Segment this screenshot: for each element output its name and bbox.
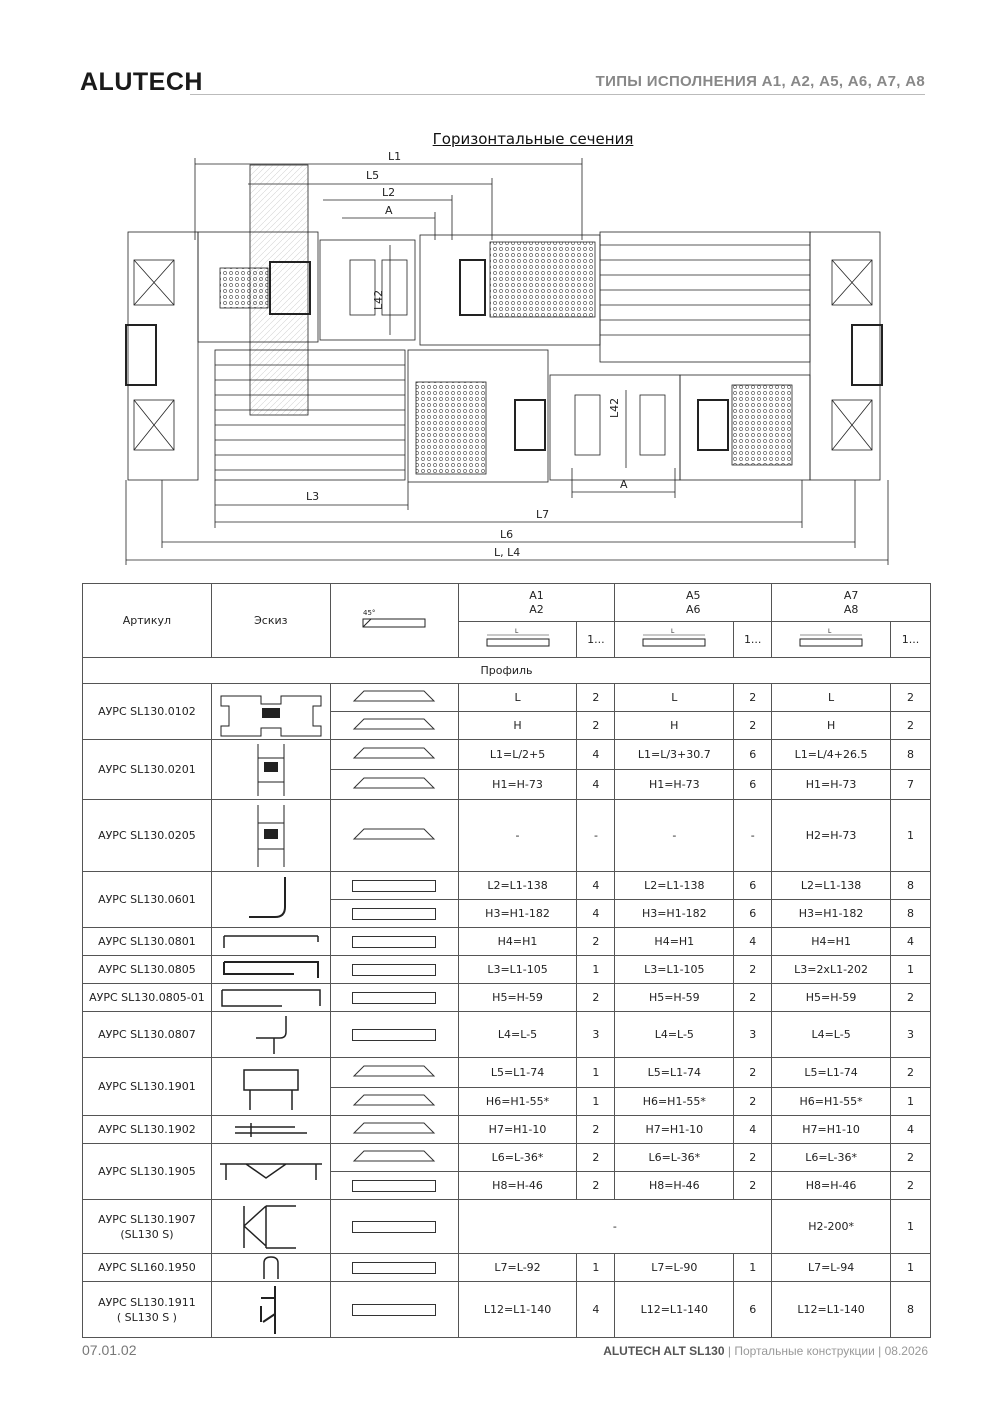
article-cell: АУРС SL130.1905 [83, 1144, 212, 1200]
dimension-cell: L5=L1-74 [458, 1058, 577, 1088]
quantity-cell: 4 [577, 1282, 615, 1338]
dimension-cell: L1=L/4+26.5 [772, 740, 891, 770]
dim-L-L4: L, L4 [494, 546, 521, 559]
table-row [83, 872, 931, 900]
svg-text:L: L [514, 628, 518, 635]
quantity-cell: 3 [577, 1012, 615, 1058]
dim-L3: L3 [306, 490, 320, 503]
dimension-cell: L2=L1-138 [458, 872, 577, 900]
article-cell: АУРС SL130.0801 [83, 928, 212, 956]
quantity-cell: 2 [891, 1172, 931, 1200]
footer-product: ALUTECH ALT SL130 | Портальные конструкции | 08.2026 [603, 1344, 928, 1358]
quantity-cell: 8 [891, 1282, 931, 1338]
quantity-cell: 1 [577, 1058, 615, 1088]
dimension-cell: H [458, 712, 577, 740]
quantity-cell: 2 [891, 712, 931, 740]
dimension-cell: L12=L1-140 [772, 1282, 891, 1338]
dimension-cell: L6=L-36* [458, 1144, 577, 1172]
article-cell: АУРС SL130.1902 [83, 1116, 212, 1144]
profile-sketch [211, 800, 330, 872]
dim-L42-right: L42 [608, 397, 621, 418]
quantity-cell: 2 [734, 712, 772, 740]
dimension-cell: - [458, 800, 577, 872]
quantity-cell: 1 [577, 956, 615, 984]
dimension-cell: L2=L1-138 [772, 872, 891, 900]
quantity-cell: 4 [577, 770, 615, 800]
quantity-cell: 2 [734, 1144, 772, 1172]
brand-logo: ALUTECH [80, 68, 203, 96]
quantity-cell: 2 [891, 1058, 931, 1088]
article-cell: АУРС SL130.1907 (SL130 S) [83, 1200, 212, 1254]
dimension-cell: H1=H-73 [772, 770, 891, 800]
dimension-cell: H3=H1-182 [458, 900, 577, 928]
profile-sketch [211, 1058, 330, 1116]
quantity-cell: 6 [734, 872, 772, 900]
cut-type-sketch [330, 1172, 458, 1200]
dimension-cell: H5=H-59 [772, 984, 891, 1012]
dimension-cell: H [615, 712, 734, 740]
dim-L5: L5 [366, 169, 380, 182]
quantity-cell: 1 [891, 1200, 931, 1254]
dimension-cell: H [772, 712, 891, 740]
dimension-cell: L3=L1-105 [615, 956, 734, 984]
dimension-cell: H6=H1-55* [458, 1088, 577, 1116]
cut-type-sketch [330, 1254, 458, 1282]
dimension-cell: H2=H-73 [772, 800, 891, 872]
page-number: 07.01.02 [82, 1342, 137, 1358]
dimension-cell: H7=H1-10 [772, 1116, 891, 1144]
col-article-header: Артикул [83, 584, 212, 658]
dimension-cell: L7=L-94 [772, 1254, 891, 1282]
quantity-cell: 7 [891, 770, 931, 800]
cut-type-sketch [330, 900, 458, 928]
quantity-cell: 2 [734, 1058, 772, 1088]
quantity-cell: 8 [891, 740, 931, 770]
cut-type-sketch [330, 800, 458, 872]
article-cell: АУРС SL130.1901 [83, 1058, 212, 1116]
dimension-cell: L3=L1-105 [458, 956, 577, 984]
quantity-cell: 2 [891, 1144, 931, 1172]
quantity-cell: 2 [891, 984, 931, 1012]
dimension-cell: L1=L/2+5 [458, 740, 577, 770]
dimension-cell: - [615, 800, 734, 872]
dim-A-top: A [385, 204, 393, 217]
dimension-cell: H1=H-73 [458, 770, 577, 800]
quantity-cell: - [577, 800, 615, 872]
quantity-cell: 4 [891, 928, 931, 956]
horizontal-section-drawing [120, 150, 900, 568]
dimension-cell: L [615, 684, 734, 712]
cut-type-sketch [330, 1058, 458, 1088]
dim-sketch-a7 [772, 622, 891, 658]
col-sketch-header: Эскиз [211, 584, 330, 658]
article-cell: АУРС SL130.0201 [83, 740, 212, 800]
quantity-cell: 2 [577, 928, 615, 956]
cut-type-sketch [330, 1200, 458, 1254]
profile-sketch [211, 1116, 330, 1144]
quantity-cell: 2 [577, 684, 615, 712]
cut-angle-label: 45° [363, 609, 376, 617]
dimension-cell: L5=L1-74 [615, 1058, 734, 1088]
quantity-cell: 2 [734, 956, 772, 984]
dimension-cell: L7=L-92 [458, 1254, 577, 1282]
dimension-cell: H5=H-59 [458, 984, 577, 1012]
table-row [83, 1058, 931, 1088]
dimension-cell: L1=L/3+30.7 [615, 740, 734, 770]
svg-text:L: L [671, 628, 675, 635]
quantity-cell: 4 [891, 1116, 931, 1144]
quantity-cell: 1 [891, 1254, 931, 1282]
table-row [83, 1282, 931, 1338]
cut-type-sketch [330, 1088, 458, 1116]
profile-sketch [211, 1200, 330, 1254]
cut-type-sketch [330, 1012, 458, 1058]
group-a7-a8: А7 А8 [772, 584, 931, 622]
quantity-cell: 3 [891, 1012, 931, 1058]
quantity-cell: 6 [734, 1282, 772, 1338]
dimension-cell: H7=H1-10 [615, 1116, 734, 1144]
article-cell: АУРС SL130.1911 ( SL130 S ) [83, 1282, 212, 1338]
qty-header-a7: 1... [891, 622, 931, 658]
merged-dash-cell: - [458, 1200, 772, 1254]
quantity-cell: - [734, 800, 772, 872]
profile-sketch [211, 1254, 330, 1282]
profile-sketch [211, 928, 330, 956]
cut-type-sketch [330, 1144, 458, 1172]
profile-sketch [211, 984, 330, 1012]
quantity-cell: 1 [891, 956, 931, 984]
table-row [83, 684, 931, 712]
table-row [83, 800, 931, 872]
quantity-cell: 2 [734, 684, 772, 712]
quantity-cell: 1 [577, 1088, 615, 1116]
profiles-spec-table [82, 583, 931, 1338]
dim-L42-left: L42 [372, 289, 385, 310]
profile-section-header: Профиль [83, 658, 931, 684]
article-cell: АУРС SL130.0205 [83, 800, 212, 872]
cut-type-sketch [330, 872, 458, 900]
table-row [83, 1144, 931, 1172]
dimension-cell: H5=H-59 [615, 984, 734, 1012]
dimension-cell: L4=L-5 [615, 1012, 734, 1058]
quantity-cell: 4 [577, 740, 615, 770]
dimension-cell: H8=H-46 [772, 1172, 891, 1200]
dimension-cell: H6=H1-55* [772, 1088, 891, 1116]
article-cell: АУРС SL130.0805-01 [83, 984, 212, 1012]
cut-type-sketch [330, 770, 458, 800]
dimension-cell: L5=L1-74 [772, 1058, 891, 1088]
quantity-cell: 2 [577, 1172, 615, 1200]
table-row [83, 1254, 931, 1282]
quantity-cell: 6 [734, 770, 772, 800]
dim-L7: L7 [536, 508, 550, 521]
table-row [83, 928, 931, 956]
cut-type-sketch [330, 956, 458, 984]
quantity-cell: 1 [891, 1088, 931, 1116]
table-row [83, 1012, 931, 1058]
dimension-cell: L6=L-36* [615, 1144, 734, 1172]
dimension-cell: H8=H-46 [458, 1172, 577, 1200]
dimension-cell: L4=L-5 [458, 1012, 577, 1058]
dimension-cell: L2=L1-138 [615, 872, 734, 900]
cut-type-sketch [330, 1116, 458, 1144]
dimension-cell: H4=H1 [615, 928, 734, 956]
quantity-cell: 1 [891, 800, 931, 872]
profile-sketch [211, 740, 330, 800]
dimension-cell: H7=H1-10 [458, 1116, 577, 1144]
quantity-cell: 1 [577, 1254, 615, 1282]
profile-sketch [211, 684, 330, 740]
table-row [83, 1116, 931, 1144]
article-cell: АУРС SL130.0601 [83, 872, 212, 928]
profile-sketch [211, 872, 330, 928]
dim-A-bottom: A [620, 478, 628, 491]
dim-L2: L2 [382, 186, 396, 199]
quantity-cell: 3 [734, 1012, 772, 1058]
qty-header-a1: 1... [577, 622, 615, 658]
table-row [83, 1200, 931, 1254]
dimension-cell: H6=H1-55* [615, 1088, 734, 1116]
quantity-cell: 2 [734, 1088, 772, 1116]
quantity-cell: 8 [891, 872, 931, 900]
profile-sketch [211, 956, 330, 984]
cut-type-sketch [330, 1282, 458, 1338]
profile-sketch [211, 1282, 330, 1338]
header-divider [190, 94, 925, 95]
quantity-cell: 4 [577, 900, 615, 928]
quantity-cell: 2 [891, 684, 931, 712]
quantity-cell: 6 [734, 740, 772, 770]
quantity-cell: 6 [734, 900, 772, 928]
dimension-cell: H1=H-73 [615, 770, 734, 800]
section-title: Горизонтальные сечения [432, 130, 634, 148]
cut-type-sketch [330, 928, 458, 956]
quantity-cell: 2 [577, 1116, 615, 1144]
quantity-cell: 4 [734, 1116, 772, 1144]
document-title: ТИПЫ ИСПОЛНЕНИЯ А1, А2, А5, А6, А7, А8 [595, 73, 925, 90]
article-cell: АУРС SL130.0102 [83, 684, 212, 740]
quantity-cell: 2 [577, 1144, 615, 1172]
dimension-cell: H2-200* [772, 1200, 891, 1254]
dimension-cell: L6=L-36* [772, 1144, 891, 1172]
group-a5-a6: А5 А6 [615, 584, 772, 622]
quantity-cell: 4 [577, 872, 615, 900]
dim-L6: L6 [500, 528, 514, 541]
quantity-cell: 4 [734, 928, 772, 956]
qty-header-a5: 1... [734, 622, 772, 658]
dimension-cell: L [458, 684, 577, 712]
dimension-cell: L12=L1-140 [458, 1282, 577, 1338]
dimension-cell: H3=H1-182 [772, 900, 891, 928]
cut-type-sketch [330, 712, 458, 740]
dim-sketch-a5 [615, 622, 734, 658]
table-row [83, 984, 931, 1012]
group-a1-a2: А1 А2 [458, 584, 615, 622]
dimension-cell: H8=H-46 [615, 1172, 734, 1200]
table-row [83, 740, 931, 770]
svg-text:L: L [828, 628, 832, 635]
dimension-cell: L [772, 684, 891, 712]
quantity-cell: 8 [891, 900, 931, 928]
dimension-cell: L4=L-5 [772, 1012, 891, 1058]
cut-type-sketch [330, 684, 458, 712]
article-cell: АУРС SL130.0807 [83, 1012, 212, 1058]
quantity-cell: 2 [577, 984, 615, 1012]
dimension-cell: H4=H1 [772, 928, 891, 956]
quantity-cell: 2 [734, 1172, 772, 1200]
cut-type-sketch [330, 984, 458, 1012]
dimension-cell: L3=2xL1-202 [772, 956, 891, 984]
cut-type-sketch [330, 740, 458, 770]
dimension-cell: H4=H1 [458, 928, 577, 956]
dim-sketch-a1 [458, 622, 577, 658]
article-cell: АУРС SL130.0805 [83, 956, 212, 984]
quantity-cell: 1 [734, 1254, 772, 1282]
quantity-cell: 2 [734, 984, 772, 1012]
dimension-cell: H3=H1-182 [615, 900, 734, 928]
profile-sketch [211, 1012, 330, 1058]
profile-sketch [211, 1144, 330, 1200]
dimension-cell: L12=L1-140 [615, 1282, 734, 1338]
dim-L1: L1 [388, 150, 402, 163]
quantity-cell: 2 [577, 712, 615, 740]
article-cell: АУРС SL160.1950 [83, 1254, 212, 1282]
table-row [83, 956, 931, 984]
dimension-cell: L7=L-90 [615, 1254, 734, 1282]
cut-angle-header [330, 584, 458, 658]
